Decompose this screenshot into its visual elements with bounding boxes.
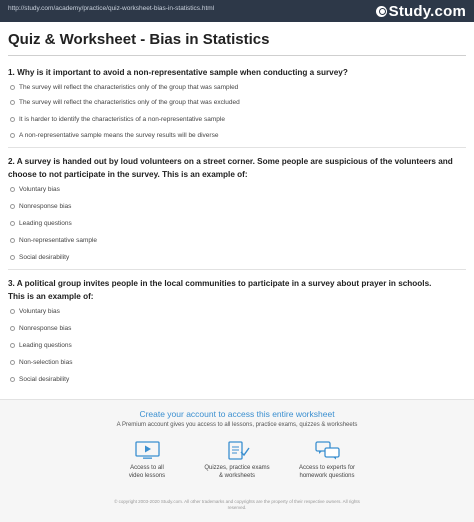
option-label: Leading questions [19,341,72,349]
radio-button[interactable] [10,85,15,90]
question-3-option-2[interactable] [10,323,71,333]
radio-button[interactable] [10,343,15,348]
feature-line-1: Access to experts for [298,465,356,471]
cta-subheading: A Premium account gives you access to all lessons, practice exams, quizzes & worksheets [116,422,358,428]
option-label: Nonresponse bias [19,202,72,210]
feature-line-2: & worksheets [218,473,255,479]
option-label: Voluntary bias [19,185,60,193]
study-logo-icon [376,6,387,17]
question-3-line-1: 3. A political group invites people in the local communities to participate in a survey about prayer in schools. [8,279,432,288]
question-2-option-3[interactable] [10,218,72,228]
question-3-text [8,277,468,303]
radio-button[interactable] [10,255,15,260]
option-label: Leading questions [19,219,72,227]
radio-button[interactable] [10,309,15,314]
option-label: The survey will reflect the characteristics only of the group that was excluded [19,98,240,106]
question-1-text: 1. Why is it important to avoid a non-representative sample when conducting a survey? [8,68,348,77]
radio-button[interactable] [10,360,15,365]
question-2-option-5[interactable] [10,252,69,262]
option-label: Non-representative sample [19,236,98,244]
option-label: Social desirability [19,253,70,261]
radio-button[interactable] [10,238,15,243]
question-divider [8,269,466,270]
feature-line-2: video lessons [128,473,166,479]
copyright-line-2: reserved. [227,505,247,510]
question-3-option-1[interactable] [10,306,60,316]
question-3-option-3[interactable] [10,340,72,350]
radio-button[interactable] [10,187,15,192]
question-divider [8,147,466,148]
question-1-option-4[interactable] [10,130,218,140]
title-divider [8,55,466,56]
video-lessons-icon [135,441,160,460]
question-2-text [8,155,468,181]
copyright-notice [0,499,474,511]
study-logo-text: Study.com [388,2,466,20]
feature-line-2: homework questions [299,473,355,479]
feature-line-1: Access to all [130,465,164,471]
feature-experts [272,441,382,480]
premium-cta [0,399,474,522]
quiz-worksheet-icon [225,441,250,460]
radio-button[interactable] [10,377,15,382]
question-1-option-2[interactable] [10,97,240,107]
option-label: Nonresponse bias [19,324,72,332]
option-label: A non-representative sample means the survey results will be diverse [19,131,219,139]
cta-heading[interactable]: Create your account to access this entire worksheet [139,409,335,419]
radio-button[interactable] [10,100,15,105]
option-label: Social desirability [19,375,70,383]
page-url[interactable]: http://study.com/academy/practice/quiz-worksheet-bias-in-statistics.html [8,5,215,12]
option-label: The survey will reflect the characteristics only of the group that was sampled [19,83,239,91]
option-label: Voluntary bias [19,307,60,315]
feature-line-1: Quizzes, practice exams [204,465,270,471]
question-1-option-1[interactable] [10,82,238,92]
question-2-line-1: 2. A survey is handed out by loud volunteers on a street corner. Some people are suspicious of the volunteers and [8,157,453,166]
question-3-line-2: This is an example of: [8,292,94,301]
study-logo[interactable] [376,3,466,19]
question-2-option-2[interactable] [10,201,71,211]
question-3-option-4[interactable] [10,357,72,367]
top-bar [0,0,474,22]
radio-button[interactable] [10,326,15,331]
expert-chat-icon [315,441,340,460]
question-1-option-3[interactable] [10,114,225,124]
page-title: Quiz & Worksheet - Bias in Statistics [8,31,270,48]
option-label: It is harder to identify the characteristics of a non-representative sample [19,115,225,123]
copyright-line-1: © copyright 2003-2020 Study.com. All other trademarks and copyrights are the property of their respective owners. All rights [114,499,360,504]
option-label: Non-selection bias [19,358,73,366]
radio-button[interactable] [10,204,15,209]
radio-button[interactable] [10,117,15,122]
question-3-option-5[interactable] [10,374,69,384]
radio-button[interactable] [10,221,15,226]
question-2-option-4[interactable] [10,235,97,245]
radio-button[interactable] [10,133,15,138]
question-2-option-1[interactable] [10,184,60,194]
question-2-line-2: choose to not participate in the survey. This is an example of: [8,170,248,179]
